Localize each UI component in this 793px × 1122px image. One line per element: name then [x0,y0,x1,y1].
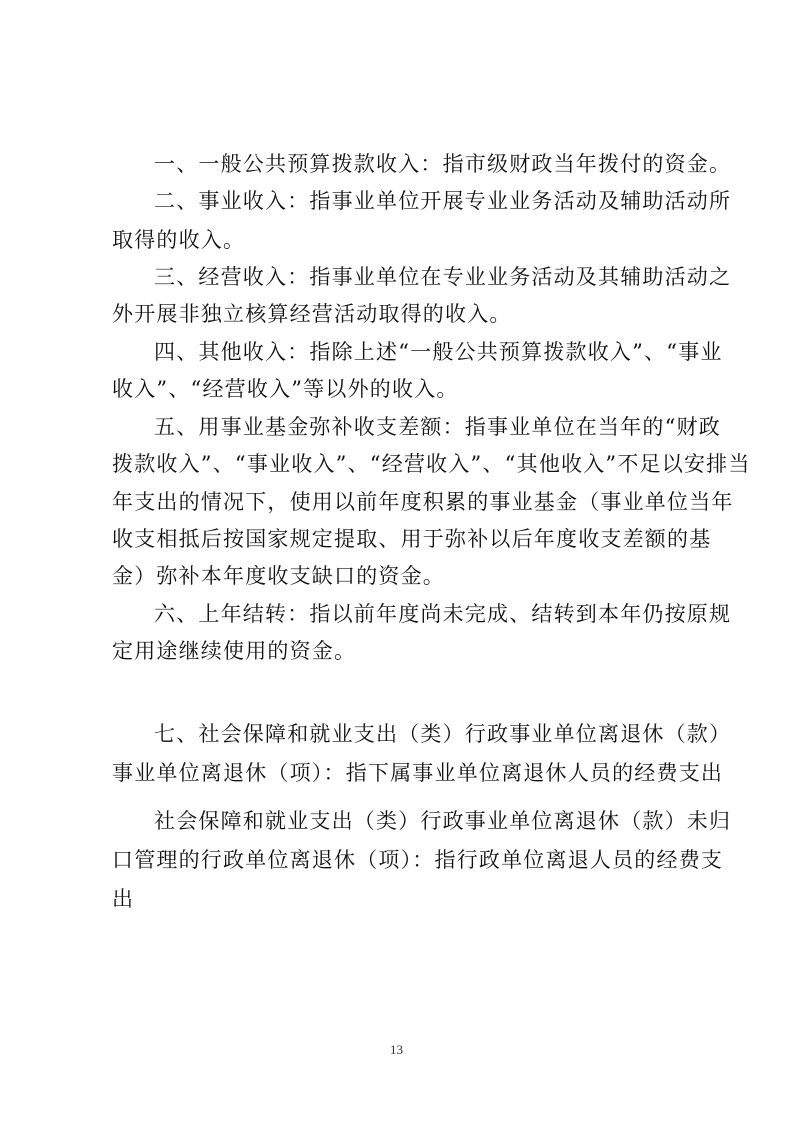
paragraph-line: 金）弥补本年度收支缺口的资金。 [112,564,445,588]
paragraph-line: 社会保障和就业支出（类）行政事业单位离退休（款）未归 [154,809,732,833]
paragraph-line: 外开展非独立核算经营活动取得的收入。 [112,302,512,326]
paragraph-line: 三、经营收入：指事业单位在专业业务活动及其辅助活动之 [154,265,732,289]
paragraph-line: 口管理的行政单位离退休（项）：指行政单位离退人员的经费支 [112,848,724,872]
paragraph-line: 拨款收入”、“事业收入”、“经营收入”、“其他收入”不足以安排当 [112,452,751,476]
paragraph-line: 六、上年结转：指以前年度尚未完成、结转到本年仍按原规 [154,602,732,626]
paragraph-line: 年支出的情况下，使用以前年度积累的事业基金（事业单位当年 [112,490,734,514]
paragraph-line: 事业单位离退休（项）：指下属事业单位离退休人员的经费支出 [112,761,724,785]
paragraph-line: 一、一般公共预算拨款收入：指市级财政当年拨付的资金。 [154,152,732,176]
paragraph-line: 七、社会保障和就业支出（类）行政事业单位离退休（款） [154,722,732,746]
paragraph-line: 取得的收入。 [112,228,246,252]
paragraph-line: 二、事业收入：指事业单位开展专业业务活动及辅助活动所 [154,189,732,213]
paragraph-line: 收支相抵后按国家规定提取、用于弥补以后年度收支差额的基 [112,527,712,551]
paragraph-line: 定用途继续使用的资金。 [112,639,357,663]
paragraph-line: 收入”、“经营收入”等以外的收入。 [112,377,459,401]
paragraph-line: 出 [112,887,135,911]
paragraph-line: 五、用事业基金弥补收支差额：指事业单位在当年的“财政 [154,415,721,439]
paragraph-line: 四、其他收入：指除上述“一般公共预算拨款收入”、“事业 [154,340,723,364]
page-number: 13 [390,1042,403,1057]
